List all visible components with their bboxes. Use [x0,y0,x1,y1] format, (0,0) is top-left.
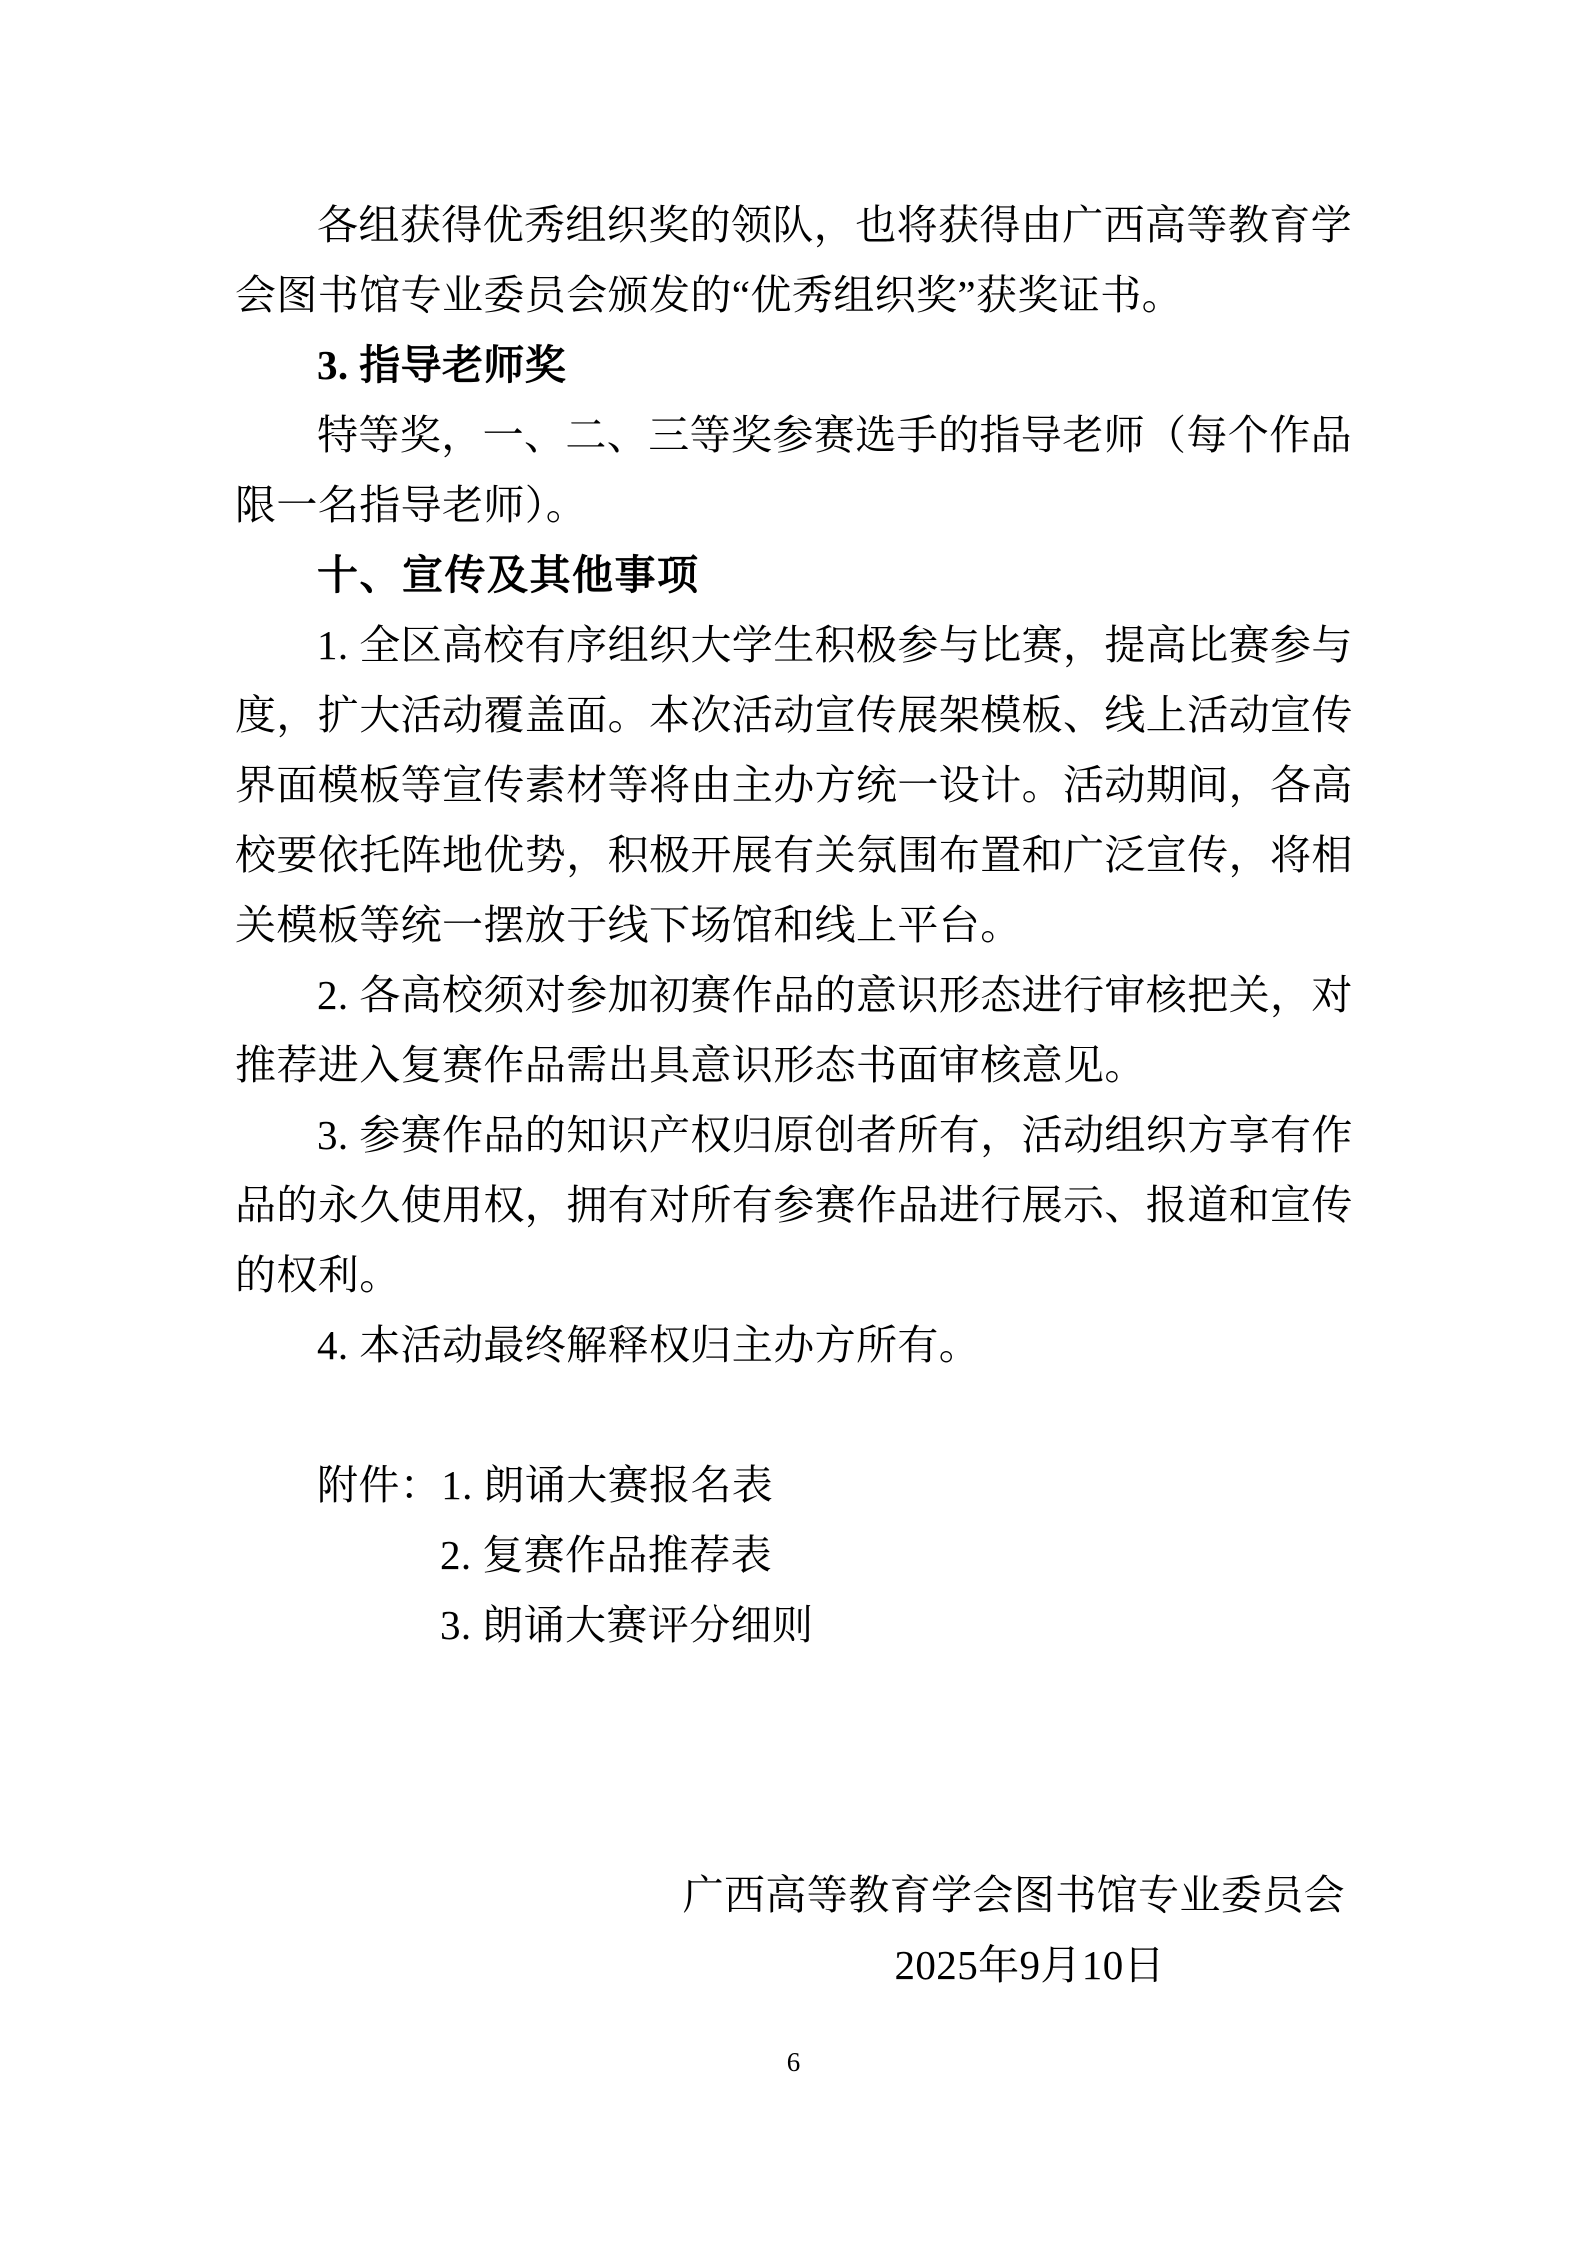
text-line: 特等奖，一、二、三等奖参赛选手的指导老师（每个作品 [317,412,1352,458]
text-line: 限一名指导老师）。 [235,482,588,528]
text-line: 的权利。 [235,1252,401,1298]
text-line: 校要依托阵地优势，积极开展有关氛围布置和广泛宣传，将相 [235,832,1353,878]
signature-block [235,1860,1355,2000]
signature-date: 2025年9月10日 [894,1942,1165,1988]
attachment-item: 3. 朗诵大赛评分细则 [440,1602,814,1648]
signature-organization: 广西高等教育学会图书馆专业委员会 [682,1872,1345,1918]
document-body [235,190,1355,2000]
attachment-list-intro: 附件：1. 朗诵大赛报名表 [317,1462,774,1508]
text-line: 推荐进入复赛作品需出具意识形态书面审核意见。 [235,1042,1146,1088]
heading-instructor-award: 3. 指导老师奖 [317,342,567,388]
heading-section-ten: 十、宣传及其他事项 [317,552,700,598]
page-number: 6 [786,2047,801,2077]
attachment-item: 2. 复赛作品推荐表 [440,1532,772,1578]
text-line: 度，扩大活动覆盖面。本次活动宣传展架模板、线上活动宣传 [235,692,1353,738]
text-line: 3. 参赛作品的知识产权归原创者所有，活动组织方享有作 [317,1112,1353,1158]
text-line: 2. 各高校须对参加初赛作品的意识形态进行审核把关，对 [317,972,1353,1018]
text-line: 会图书馆专业委员会颁发的“优秀组织奖”获奖证书。 [235,272,1183,318]
text-line: 4. 本活动最终解释权归主办方所有。 [317,1322,981,1368]
blank-line [235,1380,1355,1450]
text-line: 界面模板等宣传素材等将由主办方统一设计。活动期间，各高 [235,762,1353,808]
text-line: 关模板等统一摆放于线下场馆和线上平台。 [235,902,1022,948]
text-line: 各组获得优秀组织奖的领队，也将获得由广西高等教育学 [317,202,1352,248]
text-line: 1. 全区高校有序组织大学生积极参与比赛，提高比赛参与 [317,622,1353,668]
text-line: 品的永久使用权，拥有对所有参赛作品进行展示、报道和宣传 [235,1182,1353,1228]
